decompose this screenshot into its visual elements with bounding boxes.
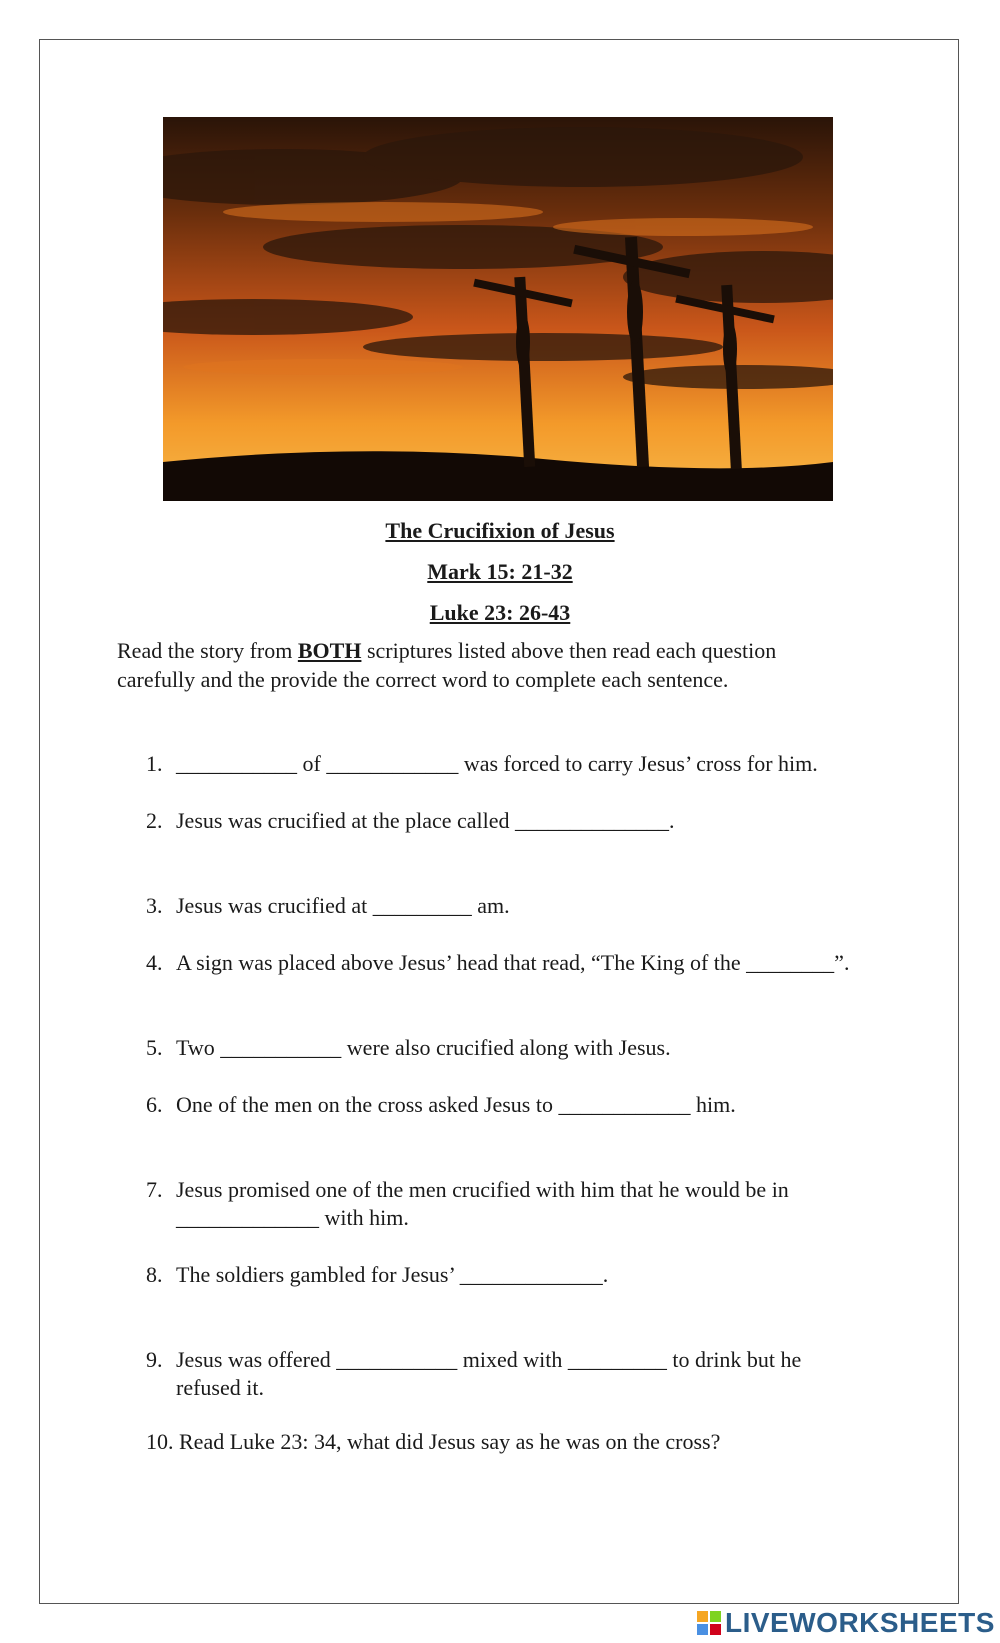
crucifixion-image [163, 117, 833, 501]
sunset-crosses-illustration [163, 117, 833, 501]
liveworksheets-logo[interactable] [697, 1605, 995, 1641]
question-number: 8. [146, 1262, 163, 1287]
question-text: Jesus was crucified at the place called ______________. [176, 808, 675, 833]
logo-square-4 [710, 1624, 721, 1635]
question-text: Jesus promised one of the men crucified with him that he would be in [176, 1177, 789, 1202]
instructions-after: scriptures listed above then read each question carefully and the provide the correct word to complete each sentence. [117, 638, 777, 692]
question-text: One of the men on the cross asked Jesus to ____________ him. [176, 1092, 736, 1117]
logo-square-3 [697, 1624, 708, 1635]
logo-square-1 [697, 1611, 708, 1622]
worksheet-title: The Crucifixion of Jesus [385, 518, 615, 543]
instructions [117, 636, 837, 694]
question-text: Read Luke 23: 34, what did Jesus say as he was on the cross? [179, 1429, 721, 1454]
question-number: 1. [146, 751, 163, 776]
question-text-continued: refused it. [176, 1375, 264, 1400]
question-text: A sign was placed above Jesus’ head that read, “The King of the ________”. [176, 950, 850, 975]
question-text-continued: _____________ with him. [176, 1205, 409, 1230]
question-number: 10. [146, 1429, 174, 1454]
question-number: 4. [146, 950, 163, 975]
question-number: 7. [146, 1177, 163, 1202]
instructions-before: Read the story from [117, 638, 298, 663]
question-number: 2. [146, 808, 163, 833]
question-number: 6. [146, 1092, 163, 1117]
instructions-emphasis: BOTH [297, 638, 362, 663]
question-text: Jesus was crucified at _________ am. [176, 893, 510, 918]
question-number: 3. [146, 893, 163, 918]
question-text: The soldiers gambled for Jesus’ _____________. [176, 1262, 609, 1287]
question-text: Jesus was offered ___________ mixed with _________ to drink but he [176, 1347, 802, 1372]
question-10 [146, 1428, 720, 1456]
scripture-reference-luke: Luke 23: 26-43 [429, 600, 571, 625]
liveworksheets-icon [697, 1611, 721, 1635]
liveworksheets-wordmark: LIVEWORKSHEETS [725, 1607, 995, 1638]
question-number: 5. [146, 1035, 163, 1060]
question-text: ___________ of ____________ was forced to carry Jesus’ cross for him. [176, 751, 818, 776]
scripture-reference-mark: Mark 15: 21-32 [427, 559, 573, 584]
question-text: Two ___________ were also crucified along with Jesus. [176, 1035, 671, 1060]
question-number: 9. [146, 1347, 163, 1372]
logo-square-2 [710, 1611, 721, 1622]
